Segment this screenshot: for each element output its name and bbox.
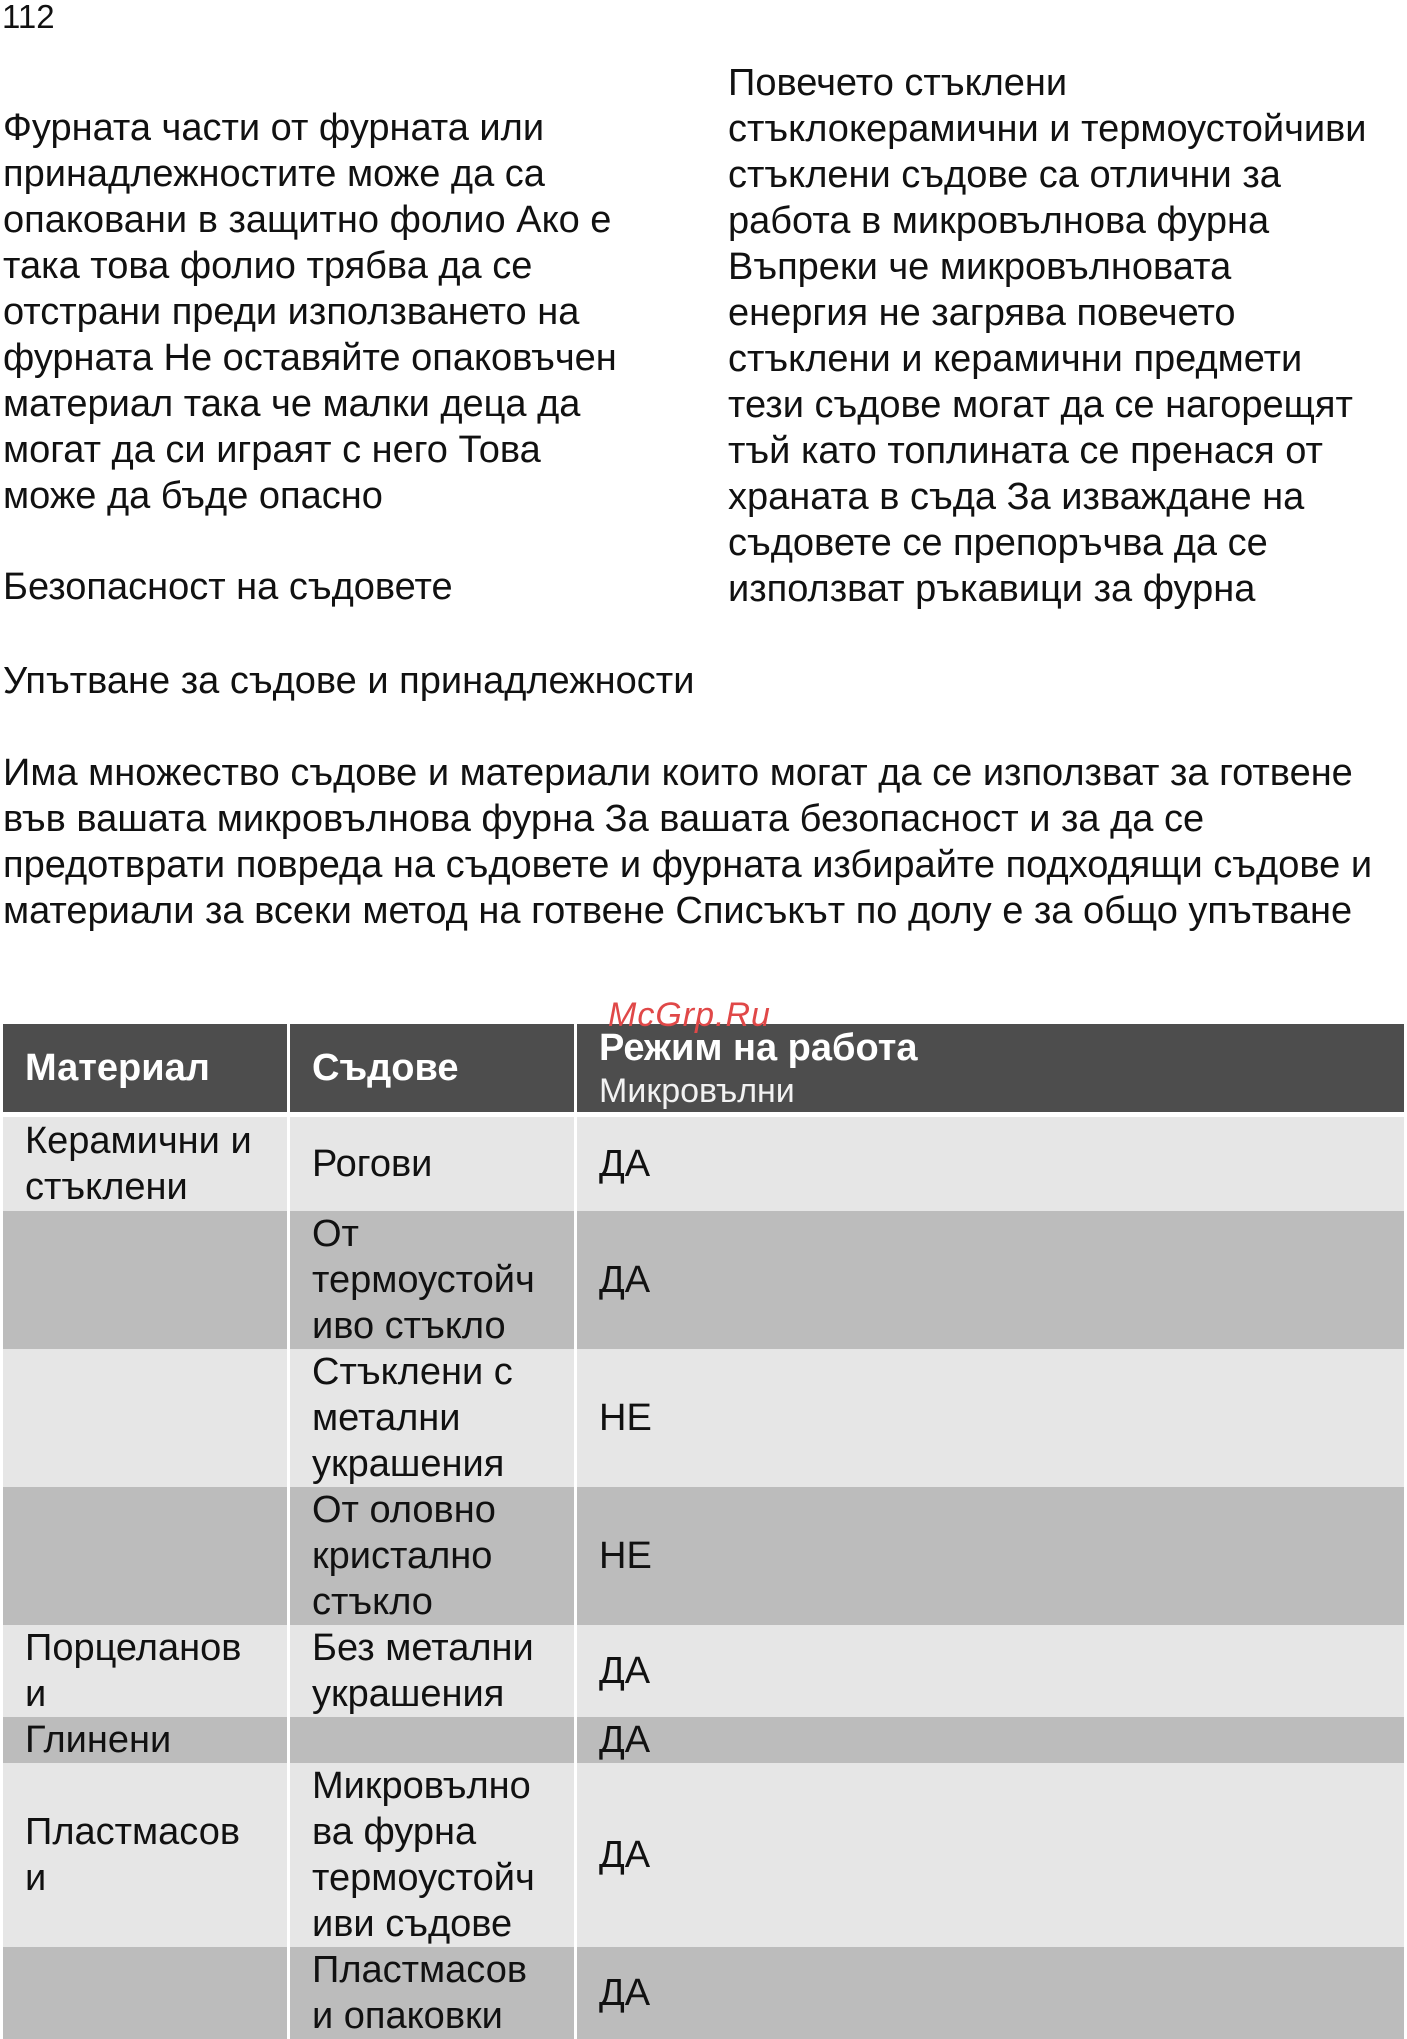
cell-microwave: ДА (577, 1763, 1404, 1947)
watermark: McGrp.Ru (608, 996, 771, 1034)
table-row (3, 1717, 1404, 1763)
cell-microwave: ДА (577, 1625, 1404, 1717)
table-row (3, 1763, 1404, 1947)
table-header-row (3, 1024, 1404, 1117)
table-row (3, 1211, 1404, 1349)
cell-dishes (290, 1717, 574, 1763)
cell-material: Порцеланов и (3, 1625, 287, 1717)
cell-dishes: Пластмасов и опаковки (290, 1947, 574, 2039)
table-row (3, 1625, 1404, 1717)
cell-microwave: ДА (577, 1211, 1404, 1349)
cell-dishes: От термоустойч иво стъкло (290, 1211, 574, 1349)
cell-dishes: Стъклени с метални украшения (290, 1349, 574, 1487)
cell-material: Пластмасов и (3, 1763, 287, 1947)
header-mode (577, 1024, 1404, 1117)
cell-material (3, 1947, 287, 2039)
safety-heading: Безопасност на съдовете (3, 566, 453, 608)
table-row (3, 1349, 1404, 1487)
cell-material: Керамични и стъклени (3, 1117, 287, 1211)
intro-paragraph: Има множество съдове и материали които могат да се използват за готвене във вашата микровълнова фурна За вашата безопасност и за да се предотврати повреда на съдовете и фурната избирайте подходящи съдове и материали за всеки метод на готвене Списъкът по долу е за общо упътване (3, 752, 1373, 932)
table-row (3, 1117, 1404, 1211)
right-column-text: Повечето стъклени стъклокерамични и термоустойчиви стъклени съдове са отлични за работа в микровълнова фурна Въпреки че микровълновата енергия не загрява повечето стъклени и керамични предмети тези съдове могат да се нагорещят тъй като топлината се пренася от храната в съда За изваждане на съдовете се препоръчва да се използват ръкавици за фурна (728, 62, 1367, 610)
cell-microwave: ДА (577, 1717, 1404, 1763)
cell-dishes: От оловно кристално стъкло (290, 1487, 574, 1625)
page-number: 112 (2, 0, 55, 35)
cookware-table (0, 1024, 1407, 2039)
table-row (3, 1947, 1404, 2039)
cell-dishes: Рогови (290, 1117, 574, 1211)
cell-microwave: НЕ (577, 1487, 1404, 1625)
header-dishes: Съдове (290, 1024, 574, 1117)
guide-heading: Упътване за съдове и принадлежности (3, 660, 695, 702)
header-material: Материал (3, 1024, 287, 1117)
header-mode-title: Режим на работа (599, 1027, 918, 1069)
table-row (3, 1487, 1404, 1625)
cell-material: Глинени (3, 1717, 287, 1763)
cell-microwave: НЕ (577, 1349, 1404, 1487)
header-mode-sub: Микровълни (599, 1072, 795, 1110)
cell-material (3, 1349, 287, 1487)
cell-dishes: Без метални украшения (290, 1625, 574, 1717)
cell-microwave: ДА (577, 1117, 1404, 1211)
cell-material (3, 1487, 287, 1625)
left-column-text: Фурната части от фурната или принадлежностите може да са опаковани в защитно фолио Ако е така това фолио трябва да се отстрани преди използването на фурната Не оставяйте опаковъчен материал така че малки деца да могат да си играят с него Това може да бъде опасно (3, 107, 617, 517)
cell-microwave: ДА (577, 1947, 1404, 2039)
cell-dishes: Микровълно ва фурна термоустойч иви съдове (290, 1763, 574, 1947)
cell-material (3, 1211, 287, 1349)
